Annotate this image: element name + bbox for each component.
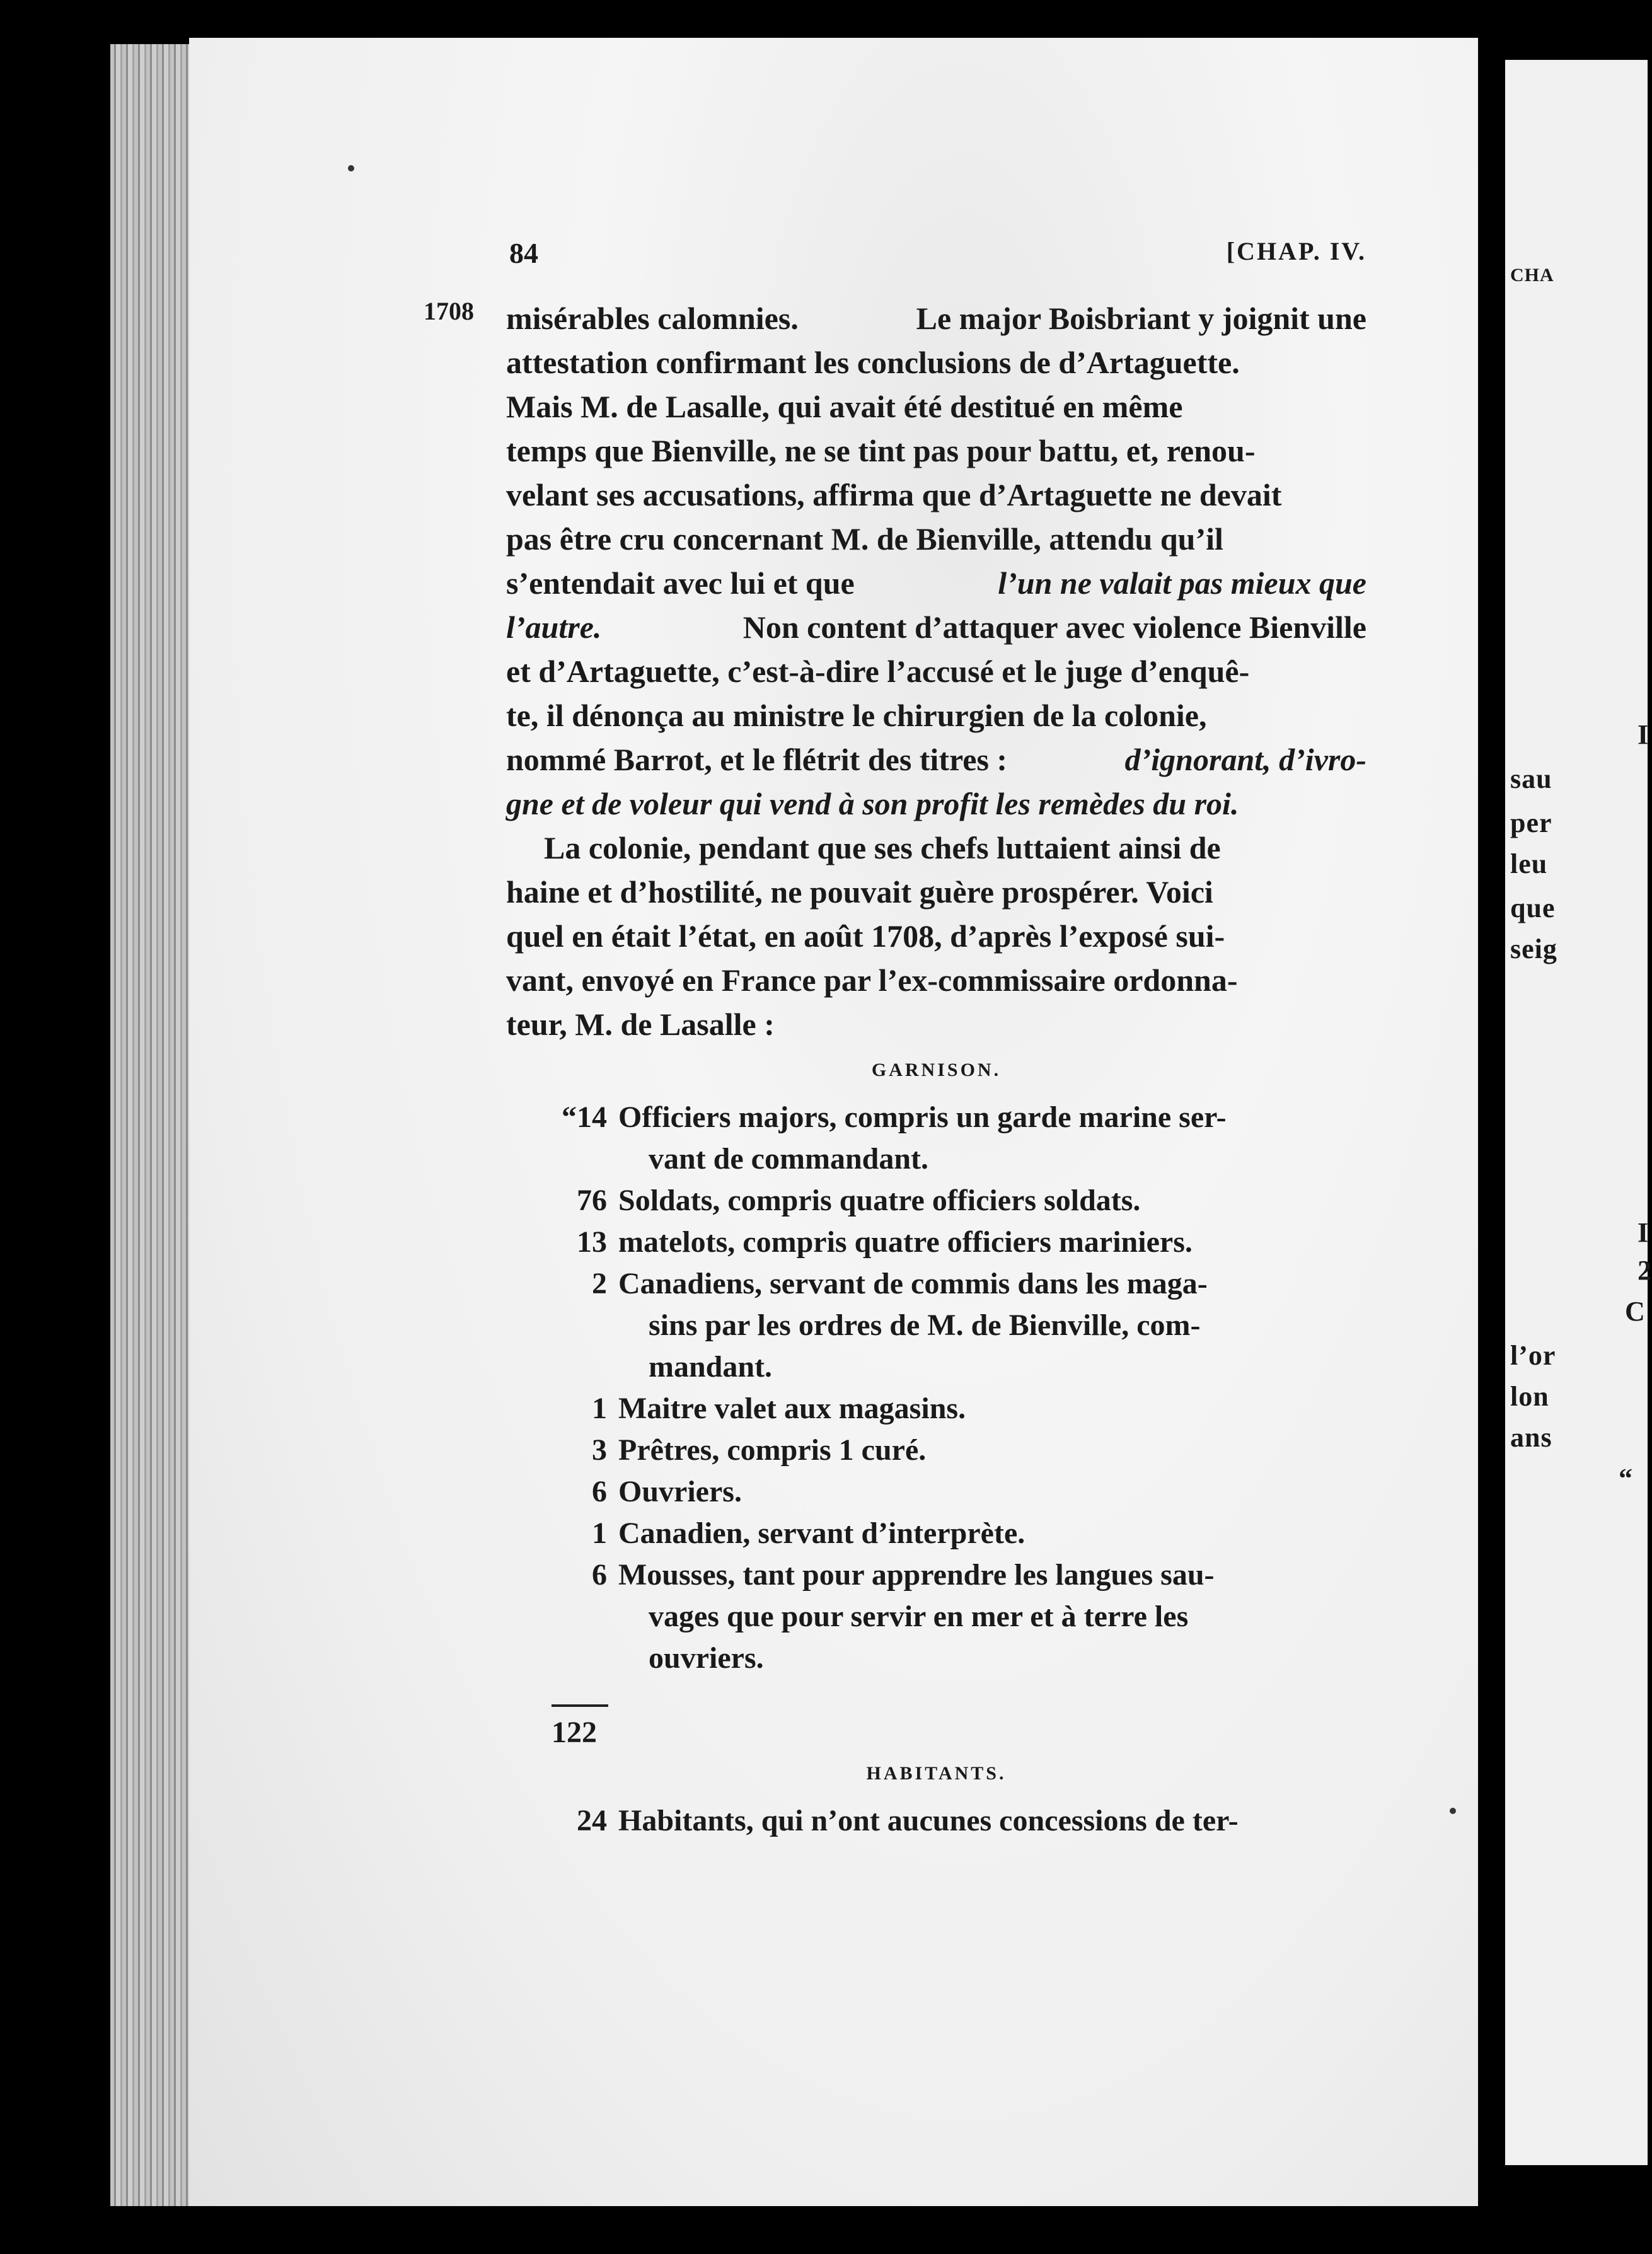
right-page-header: CHA — [1510, 265, 1554, 286]
list-item — [506, 1263, 1366, 1388]
list-item — [506, 1430, 1366, 1471]
item-line: sins par les ordres de M. de Bienville, com- — [649, 1309, 1201, 1342]
list-item — [506, 1800, 1366, 1842]
list-item — [506, 1388, 1366, 1430]
total-rule — [552, 1704, 608, 1707]
item-line: Officiers majors, compris un garde marine ser- — [618, 1101, 1227, 1134]
page-header — [509, 236, 1366, 274]
item-line: Habitants, qui n’ont aucunes concessions de ter- — [618, 1804, 1239, 1837]
text-line: misérables calomnies. Le major Boisbriant y joignit une — [506, 301, 1366, 336]
text-line: s’entendait avec lui et que l’un ne valait pas mieux que — [506, 565, 1366, 601]
right-page-fragment — [1505, 60, 1652, 2165]
paragraph-2 — [506, 826, 1366, 1046]
list-item — [506, 1513, 1366, 1554]
right-page-text: l’or — [1510, 1340, 1556, 1371]
item-line: Mousses, tant pour apprendre les langues sau- — [618, 1558, 1215, 1592]
text-line: Mais M. de Lasalle, qui avait été destitué en même — [506, 389, 1183, 424]
text-line: La colonie, pendant que ses chefs luttaient ainsi de — [544, 830, 1221, 865]
scan-speck — [1450, 1808, 1456, 1814]
item-line: matelots, compris quatre officiers mariniers. — [618, 1225, 1193, 1259]
item-description — [618, 1388, 1366, 1430]
right-page-text: C — [1625, 1296, 1646, 1327]
section-title-habitants: HABITANTS. — [866, 1763, 1007, 1784]
item-line: Ouvriers. — [618, 1475, 742, 1508]
item-line: Prêtres, compris 1 curé. — [618, 1433, 927, 1467]
item-description — [618, 1430, 1366, 1471]
page-number: 84 — [509, 237, 538, 269]
right-page-text: sau — [1510, 763, 1552, 794]
item-description — [618, 1263, 1366, 1388]
item-description — [618, 1554, 1366, 1679]
item-quantity: 3 — [592, 1433, 607, 1467]
text-line: temps que Bienville, ne se tint pas pour battu, et, renou- — [506, 433, 1256, 468]
item-line: Canadiens, servant de commis dans les maga- — [618, 1267, 1208, 1300]
habitants-list — [506, 1800, 1366, 1842]
text-line: nommé Barrot, et le flétrit des titres : d’ignorant, d’ivro- — [506, 742, 1366, 777]
list-item — [506, 1180, 1366, 1222]
running-head-chapter: [CHAP. IV. — [1226, 237, 1366, 265]
text-line: te, il dénonça au ministre le chirurgien de la colonie, — [506, 698, 1207, 733]
scan-speck — [348, 165, 354, 171]
item-line: ouvriers. — [649, 1641, 764, 1675]
text-line: haine et d’hostilité, ne pouvait guère prospérer. Voici — [506, 874, 1213, 910]
right-page-text: “ — [1619, 1463, 1633, 1494]
item-line: Canadien, servant d’interprète. — [618, 1517, 1025, 1550]
text-line: gne et de voleur qui vend à son profit les remèdes du roi. — [506, 786, 1239, 821]
item-quantity: 6 — [592, 1475, 607, 1508]
item-line: Maitre valet aux magasins. — [618, 1392, 966, 1425]
page-body — [506, 296, 1366, 1842]
item-line: vages que pour servir en mer et à terre les — [649, 1600, 1189, 1633]
item-line: Soldats, compris quatre officiers soldats. — [618, 1184, 1141, 1217]
right-page-text: leu — [1510, 848, 1548, 879]
item-description — [618, 1471, 1366, 1513]
text-line: teur, M. de Lasalle : — [506, 1007, 775, 1042]
right-page-text: I — [1638, 1217, 1649, 1248]
right-page-text: ans — [1510, 1422, 1552, 1453]
list-item — [506, 1222, 1366, 1263]
right-page-text: lon — [1510, 1381, 1549, 1412]
item-line: mandant. — [649, 1350, 773, 1384]
item-description — [618, 1513, 1366, 1554]
item-description — [618, 1097, 1366, 1180]
list-item — [506, 1097, 1366, 1180]
right-page-text: que — [1510, 893, 1556, 923]
right-page-text: seig — [1510, 933, 1557, 964]
section-title-garnison: GARNISON. — [871, 1060, 1002, 1080]
text-line: vant, envoyé en France par l’ex-commissaire ordonna- — [506, 962, 1238, 998]
text-line: velant ses accusations, affirma que d’Artaguette ne devait — [506, 477, 1282, 512]
list-item — [506, 1471, 1366, 1513]
item-quantity: 1 — [592, 1392, 607, 1425]
item-quantity: 1 — [592, 1517, 607, 1550]
text-line: pas être cru concernant M. de Bienville, attendu qu’il — [506, 521, 1223, 557]
item-quantity: 13 — [577, 1225, 607, 1259]
item-quantity: 24 — [577, 1804, 607, 1837]
garnison-total: 122 — [552, 1716, 597, 1749]
item-quantity: 76 — [577, 1184, 607, 1217]
item-quantity: 6 — [592, 1558, 607, 1592]
right-page-text: per — [1510, 807, 1552, 838]
right-page-text: 2 — [1638, 1255, 1652, 1286]
text-line: l’autre. Non content d’attaquer avec violence Bienville — [506, 610, 1366, 645]
paragraph-1 — [506, 296, 1366, 826]
text-line: et d’Artaguette, c’est-à-dire l’accusé et le juge d’enquê- — [506, 654, 1250, 689]
right-page-text: I — [1638, 719, 1649, 750]
item-description — [618, 1222, 1366, 1263]
list-item — [506, 1554, 1366, 1679]
text-line: quel en était l’état, en août 1708, d’après l’exposé sui- — [506, 918, 1225, 954]
item-description — [618, 1800, 1366, 1842]
item-description — [618, 1180, 1366, 1222]
item-quantity: 2 — [592, 1267, 607, 1300]
text-line: attestation confirmant les conclusions de d’Artaguette. — [506, 345, 1240, 380]
margin-year: 1708 — [424, 297, 474, 325]
garnison-list — [506, 1097, 1366, 1679]
item-quantity: “14 — [562, 1101, 607, 1134]
item-line: vant de commandant. — [649, 1142, 929, 1176]
